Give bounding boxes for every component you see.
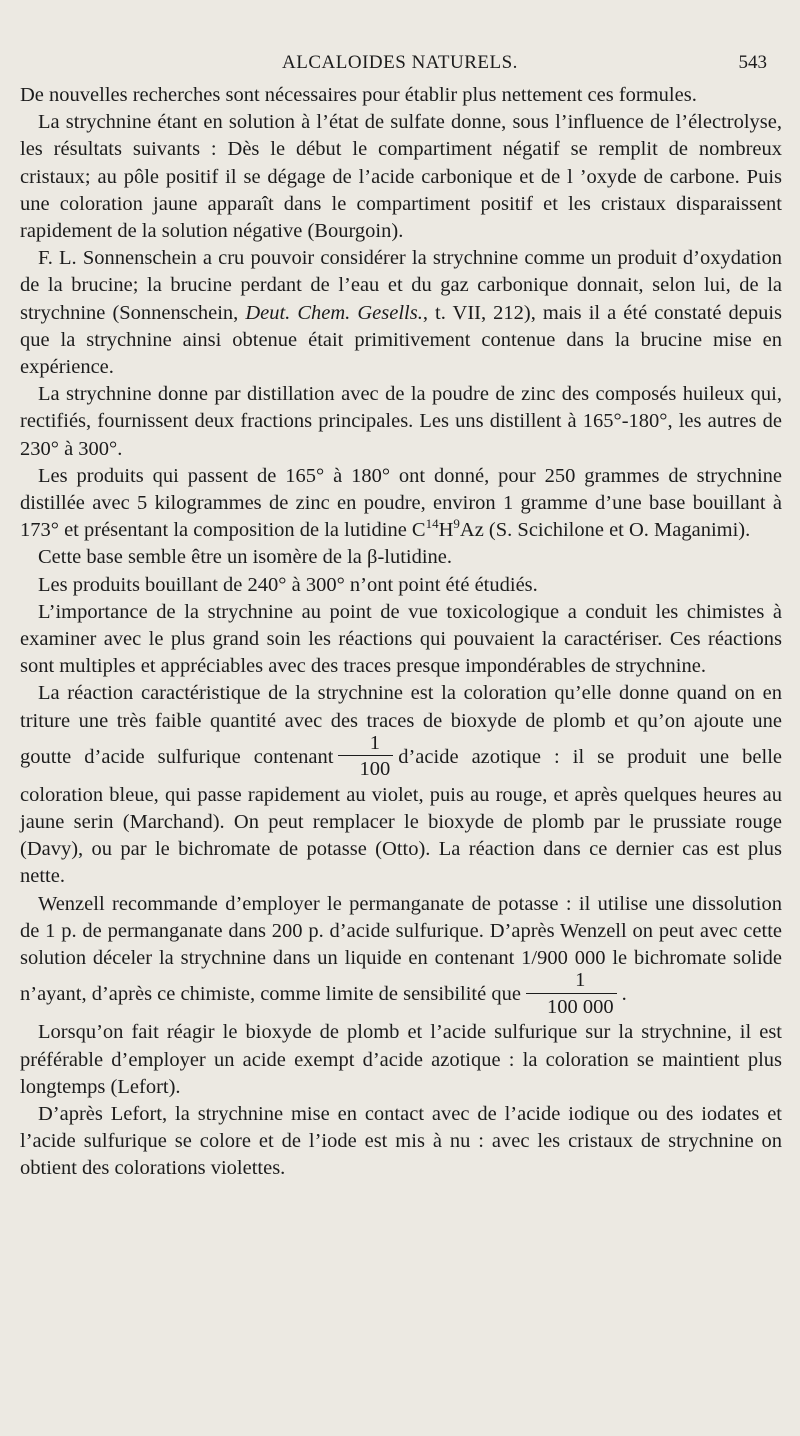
- body-text: [20, 82, 782, 1183]
- fraction-denominator: 100 000: [526, 993, 617, 1018]
- text-span: Wenzell recommande d’employer le permanganate de potasse : il utilise une dissolution de 1 p. de permanganate dans 200 p. d’acide sulfurique. D’après Wenzell on peut avec cette solution déceler la strychnine dans un liquide en contenant 1/900 000 le bichromate solide n’ayant, d’après ce chimiste, comme limite de sensibilité que: [20, 892, 782, 1006]
- text-span: La réaction caractéristique de la strychnine est la coloration qu’elle donne quand on en triture une très faible quantité avec des traces de bioxyde de plomb et qu’on ajoute une goutte d’acide sulfurique contenant: [20, 682, 782, 769]
- running-title: ALCALOIDES NATURELS.: [282, 52, 518, 73]
- paragraph: De nouvelles recherches sont nécessaires pour établir plus nettement ces formules.: [20, 84, 697, 106]
- paragraph: L’importance de la strychnine au point de vue toxicologique a conduit les chimistes à examiner avec le plus grand soin les réactions qui pouvaient la caractériser. Ces réactions sont multiples et appréciables avec des traces presque impondérables de strychnine.: [20, 600, 782, 678]
- paragraph: Cette base semble être un isomère de la β-lutidine.: [38, 546, 453, 569]
- text-span: F. L. Sonnenschein a cru pouvoir considérer la strychnine comme un produit d’oxydation de la brucine; la brucine perdant de l’eau et du gaz carbonique donnait, selon lui, de la strychnine (Sonnenschein,: [20, 247, 782, 324]
- text-span: Les produits qui passent de 165° à 180° ont donné, pour 250 grammes de strychnine distillée avec 5 kilogrammes de zinc en poudre, environ 1 gramme d’une base bouillant à 173° et présentant la composition de la lutidine C: [20, 464, 782, 542]
- formula-superscript: 14: [425, 516, 439, 532]
- paragraph: D’après Lefort, la strychnine mise en contact avec de l’acide iodique ou des iodates et l’acide sulfurique se colore et de l’iode est mis à nu : avec les cristaux de strychnine on obtient des colorations violettes.: [20, 1102, 782, 1180]
- fraction: [338, 733, 393, 780]
- paragraph: Lorsqu’on fait réagir le bioxyde de plomb et l’acide sulfurique sur la strychnine, il est préférable d’employer un acide exempt d’acide azotique : la coloration se maintient plus longtemps (Lefort).: [20, 1021, 782, 1098]
- formula-element: H: [438, 519, 454, 542]
- text-span: .: [621, 983, 627, 1006]
- paragraph: Les produits bouillant de 240° à 300° n’ont point été étudiés.: [38, 573, 538, 596]
- text-span: Az (S. Scichilone et O. Maganimi).: [459, 519, 751, 542]
- journal-title: Deut. Chem. Gesells.: [245, 301, 423, 324]
- fraction-numerator: 1: [369, 731, 380, 754]
- page-number: 543: [738, 52, 767, 73]
- paragraph: [20, 463, 782, 545]
- paragraph: La strychnine étant en solution à l’état de sulfate donne, sous l’influence de l’électrolyse, les résultats suivants : Dès le début le compartiment négatif se remplit de nombreux cristaux; au pôle positif il se dégage de l’acide carbonique et de l ’oxyde de carbone. Puis une coloration jaune apparaît dans le compartiment positif et les cristaux disparaissent rapidement de la solution négative (Bourgoin).: [20, 111, 782, 243]
- running-header: [0, 52, 800, 80]
- formula-superscript: 9: [453, 516, 460, 532]
- paragraph: La strychnine donne par distillation avec de la poudre de zinc des composés huileux qui, rectifiés, fournissent deux fractions principales. Les uns distillent à 165°-180°, les autres de 230° à 300°.: [20, 383, 782, 460]
- paragraph: [20, 680, 782, 890]
- fraction-numerator: 1: [575, 969, 586, 992]
- paragraph: [20, 891, 782, 1020]
- text-span: , t. VII, 212), mais il a été constaté depuis que la strychnine ainsi obtenue était primitivement contenue dans la brucine mise en expérience.: [20, 301, 782, 379]
- fraction: [526, 970, 617, 1017]
- text-span: d’acide azotique : il se produit une belle coloration bleue, qui passe rapidement au violet, puis au rouge, et après quelques heures au jaune serin (Marchand). On peut remplacer le bioxyde de plomb par le prussiate rouge (Davy), ou par le bichromate de potasse (Otto). La réaction dans ce dernier cas est plus nette.: [20, 746, 783, 888]
- paragraph: [20, 245, 782, 381]
- fraction-denominator: 100: [338, 755, 393, 780]
